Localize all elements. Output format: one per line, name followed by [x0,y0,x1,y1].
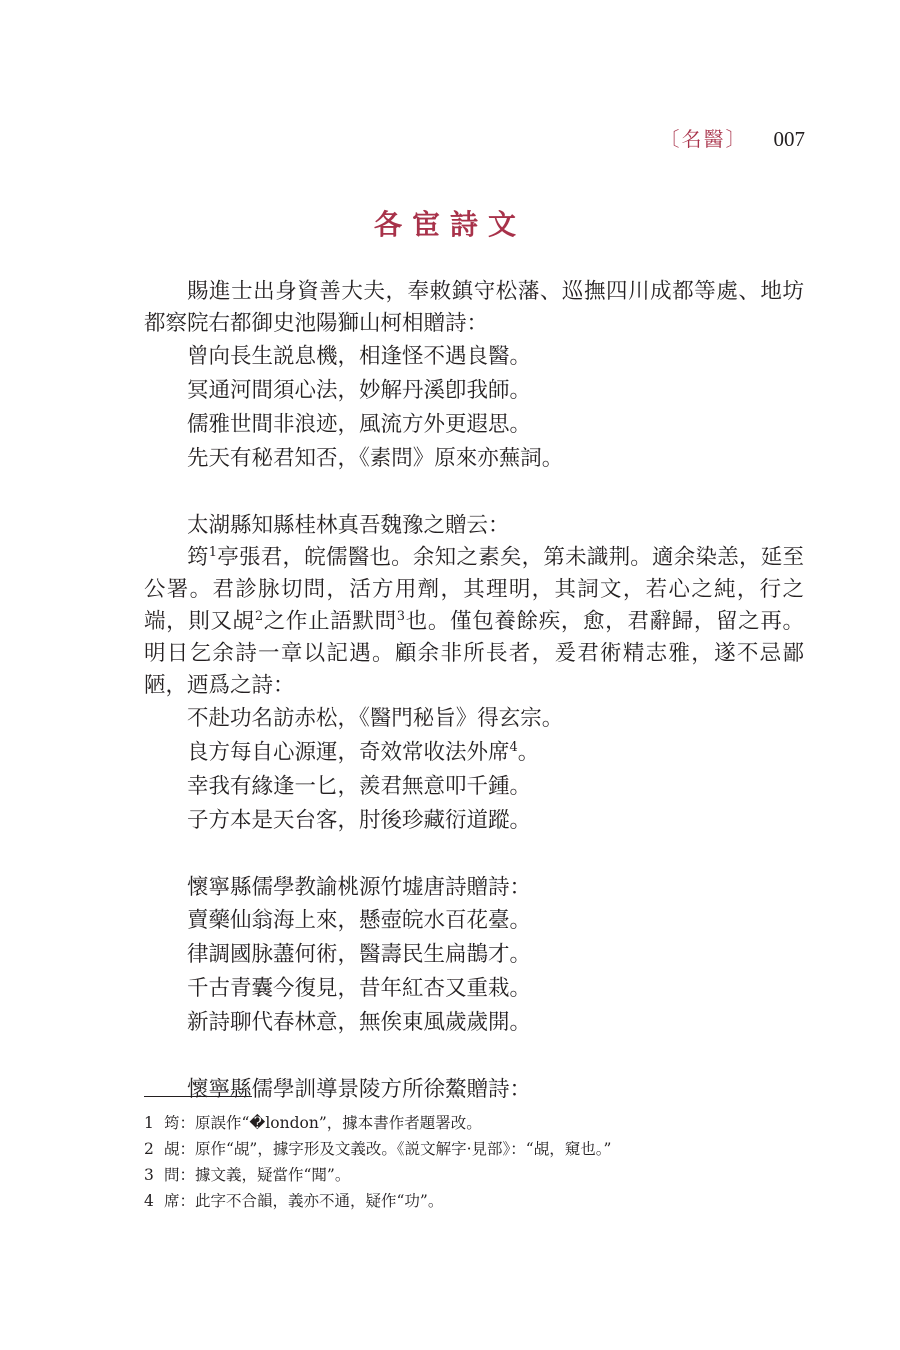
section-label: 〔名醫〕 [659,127,748,151]
footnote-ref: 2 [254,608,264,624]
footnote-number: 2 [144,1140,154,1158]
footnote [144,1110,804,1136]
preface-text: 之作止語默問 [263,609,397,634]
verse-punctuation: 。 [517,740,540,765]
footnote-ref: 4 [509,739,518,755]
preface-text: 亭張君，皖儒醫也。余知之素矣，第未識荆。適余染恙，延至公署。君診脉切問，活方用劑，其理明，其詞文，若心之純，行之端，則又覘 [144,545,804,634]
main-text [144,276,804,1106]
preface-paragraph [144,542,804,702]
verse-line: 幸我有緣逢一匕，羨君無意叩千鍾。 [187,774,532,799]
footnote-text: 問：據文義，疑當作“聞”。 [164,1166,351,1184]
footnote-text: 席：此字不合韻，義亦不通，疑作“功”。 [164,1192,444,1210]
footnote [144,1188,804,1214]
footnotes [144,1110,804,1214]
footnote-number: 3 [144,1166,154,1184]
footnote-ref: 3 [396,608,406,624]
footnote-text: 覘：原作“覘”，據字形及文義改。《説文解字·見部》：“覘，窺也。” [164,1140,612,1158]
verse-line: 不赴功名訪赤松，《醫門秘旨》得玄宗。 [187,706,564,731]
footnote-divider [144,1096,252,1097]
verse-line: 千古青囊今復見，昔年紅杏又重栽。 [187,976,532,1001]
page-number: 007 [773,127,805,151]
spacer [144,838,804,872]
footnote-number: 4 [144,1192,154,1210]
spacer [144,476,804,510]
preface-text: 筠 [187,545,209,570]
verse-line: 賣藥仙翁海上來，懸壺皖水百花臺。 [187,908,532,933]
intro-paragraph: 懷寧縣儒學教諭桃源竹墟唐詩贈詩： [187,875,532,900]
poem [144,340,804,476]
verse-line: 儒雅世間非浪迹，風流方外更遐思。 [187,412,532,437]
verse-line: 新詩聊代春林意，無俟東風歲歲開。 [187,1010,532,1035]
footnote-text: 筠：原誤作“�london”，據本書作者題署改。 [164,1114,482,1132]
verse-line [144,736,804,770]
footnote [144,1162,804,1188]
spacer [144,1040,804,1074]
footnote-number: 1 [144,1114,154,1132]
verse-line: 曾向長生説息機，相逢怪不遇良醫。 [187,344,532,369]
preface-text: 也。僅包養餘疾，愈，君辭歸，留之再。明日乞余詩一章以記遇。顧余非所長者，爰君術精志雅，遂不忌鄙陋，迺爲之詩： [144,609,804,698]
poem [144,904,804,1040]
footnote [144,1136,804,1162]
verse-line: 先天有秘君知否，《素問》原來亦蕪詞。 [187,446,564,471]
intro-paragraph: 太湖縣知縣桂林真吾魏豫之贈云： [187,513,510,538]
intro-paragraph: 懷寧縣儒學訓導景陵方所徐鰲贈詩： [187,1077,532,1102]
poem [144,702,804,838]
intro-paragraph: 賜進士出身資善大夫，奉敕鎮守松藩、巡撫四川成都等處、地坊都察院右都御史池陽獅山柯相贈詩： [144,279,804,336]
page-title: 各宦詩文 [373,208,526,241]
running-header [660,124,806,154]
footnote-ref: 1 [208,544,218,560]
verse-text: 良方每自心源運，奇效常收法外席 [187,740,510,765]
verse-line: 子方本是天台客，肘後珍藏衍道蹤。 [187,808,532,833]
verse-line: 律調國脉藎何術，醫壽民生扁鵲才。 [187,942,532,967]
verse-line: 冥通河間須心法，妙解丹溪卽我師。 [187,378,532,403]
